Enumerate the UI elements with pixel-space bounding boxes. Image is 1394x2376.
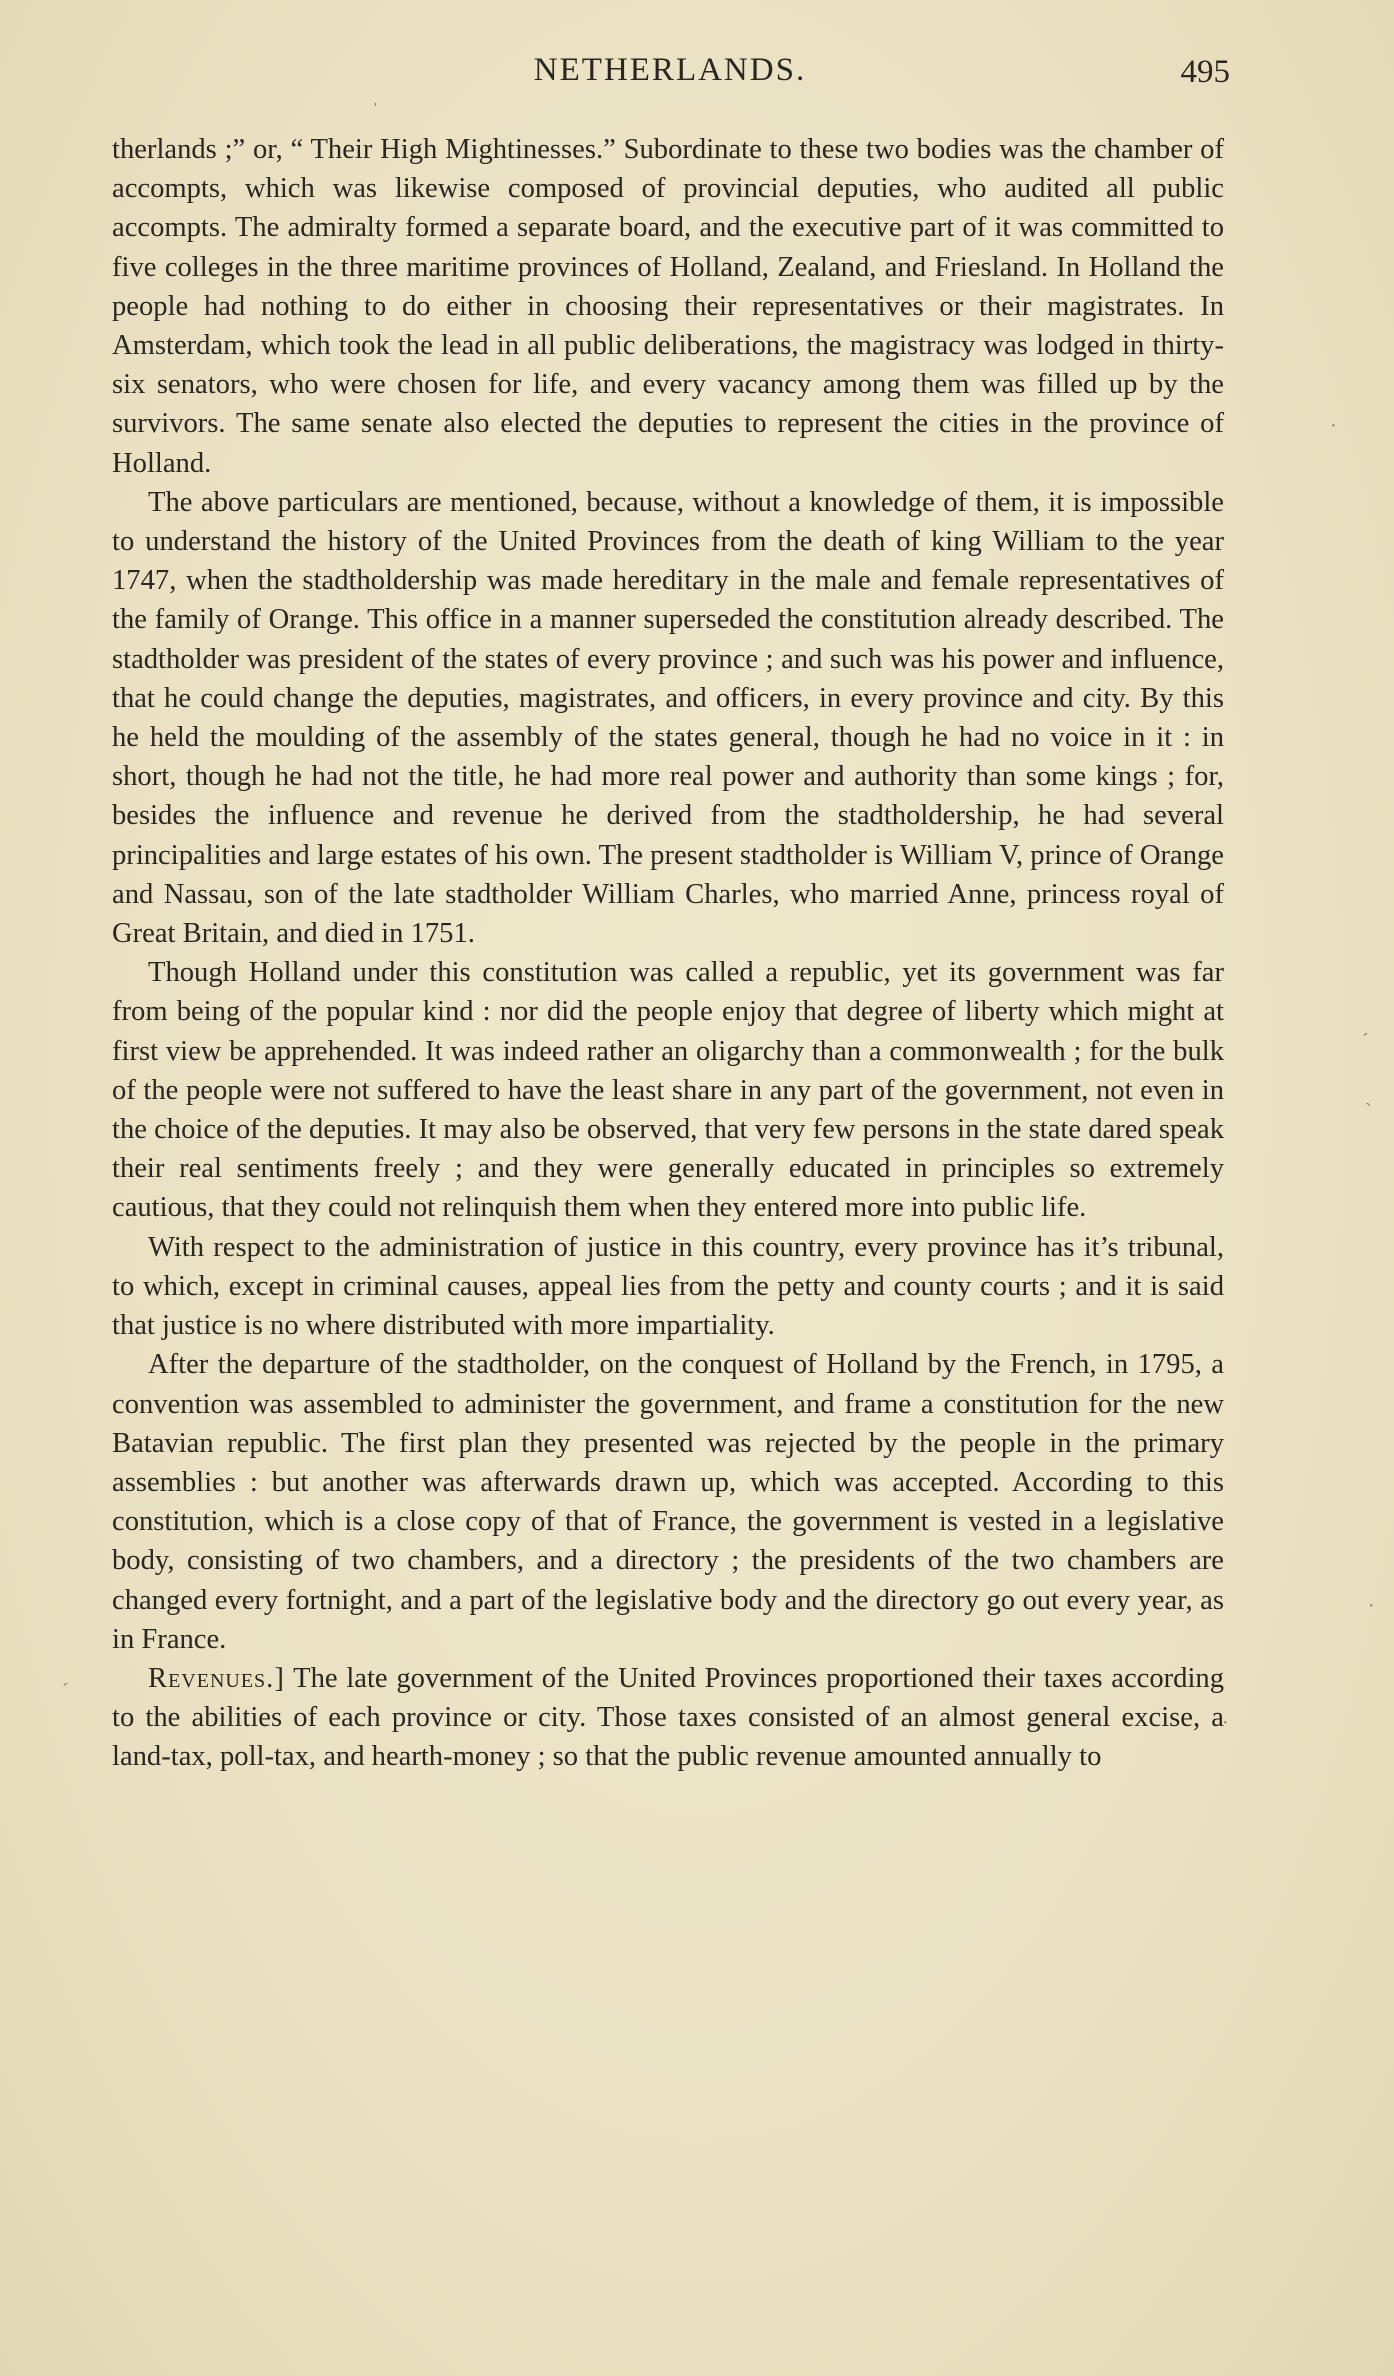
paragraph-3: Though Holland under this constitution was called a republic, yet its government was far from being of the popular kind : nor did the people enjoy that degree of liberty which might at first view be apprehended. It was indeed rather an oligarchy than a commonwealth ; for the bulk of the people were not suffered to have the least share in any part of the government, not even in the choice of the deputies. It may also be observed, that very few persons in the state dared speak their real sentiments freely ; and they were generally educated in principles so extremely cautious, that they could not relinquish them when they entered more into public life.	[112, 957, 1224, 1224]
paragraph-2: The above particulars are mentioned, because, without a knowledge of them, it is impossible to understand the history of the United Provinces from the death of king William to the year 1747, when the stadtholdership was made hereditary in the male and female representatives of the family of Orange. This office in a manner superseded the constitution already described. The stadtholder was president of the states of every province ; and such was his power and influence, that he could change the deputies, magistrates, and officers, in every province and city. By this he held the moulding of the assembly of the states general, though he had no voice in it : in short, though he had not the title, he had more real power and authority than some kings ; for, besides the influence and revenue he derived from the stadtholdership, he had several principalities and large estates of his own. The present stadtholder is William V, prince of Orange and Nassau, son of the late stadtholder William Charles, who married Anne, princess royal of Great Britain, and died in 1751.	[112, 486, 1224, 950]
ink-speck: ·	[1222, 1712, 1229, 1734]
running-title: NETHERLANDS.	[533, 52, 807, 88]
ink-speck: ˊ	[62, 1680, 69, 1702]
ink-speck: ˋ	[1365, 1100, 1372, 1122]
ink-speck: ·	[1330, 415, 1337, 437]
body-text	[112, 130, 1224, 1777]
ink-speck: ˈ	[372, 100, 379, 122]
revenues-text: The late government of the United Provinces proportioned their taxes according to the abilities of each province or city. Those taxes consisted of an almost general excise, a land-tax, poll-tax, and hearth-money ; so that the public revenue amounted annually to	[112, 1662, 1224, 1773]
paragraph-4: With respect to the administration of justice in this country, every province has it’s tribunal, to which, except in criminal causes, appeal lies from the petty and county courts ; and it is said that justice is no where distributed with more impartiality.	[112, 1231, 1224, 1342]
section-heading-revenues: Revenues.]	[148, 1662, 285, 1694]
paragraph-revenues	[112, 1659, 1224, 1777]
paragraph-1: therlands ;” or, “ Their High Mightinesses.” Subordinate to these two bodies was the chamber of accompts, which was likewise composed of provincial deputies, who audited all public accompts. The admiralty formed a separate board, and the executive part of it was committed to five colleges in the three maritime provinces of Holland, Zealand, and Friesland. In Holland the people had nothing to do either in choosing their representatives or their magistrates. In Amsterdam, which took the lead in all public deliberations, the magistracy was lodged in thirty-six senators, who were chosen for life, and every vacancy among them was filled up by the survivors. The same senate also elected the deputies to represent the cities in the province of Holland.	[112, 134, 1224, 479]
page-header	[110, 52, 1230, 102]
ink-speck: ·	[1368, 1595, 1375, 1617]
page-number: 495	[1180, 54, 1230, 90]
paragraph-5: After the departure of the stadtholder, on the conquest of Holland by the French, in 1795, a convention was assembled to administer the government, and frame a constitution for the new Batavian republic. The first plan they presented was rejected by the people in the primary assemblies : but another was afterwards drawn up, which was accepted. According to this constitution, which is a close copy of that of France, the government is vested in a legislative body, consisting of two chambers, and a directory ; the presidents of the two chambers are changed every fortnight, and a part of the legislative body and the directory go out every year, as in France.	[112, 1349, 1224, 1655]
ink-speck: ˊ	[1362, 1030, 1369, 1052]
